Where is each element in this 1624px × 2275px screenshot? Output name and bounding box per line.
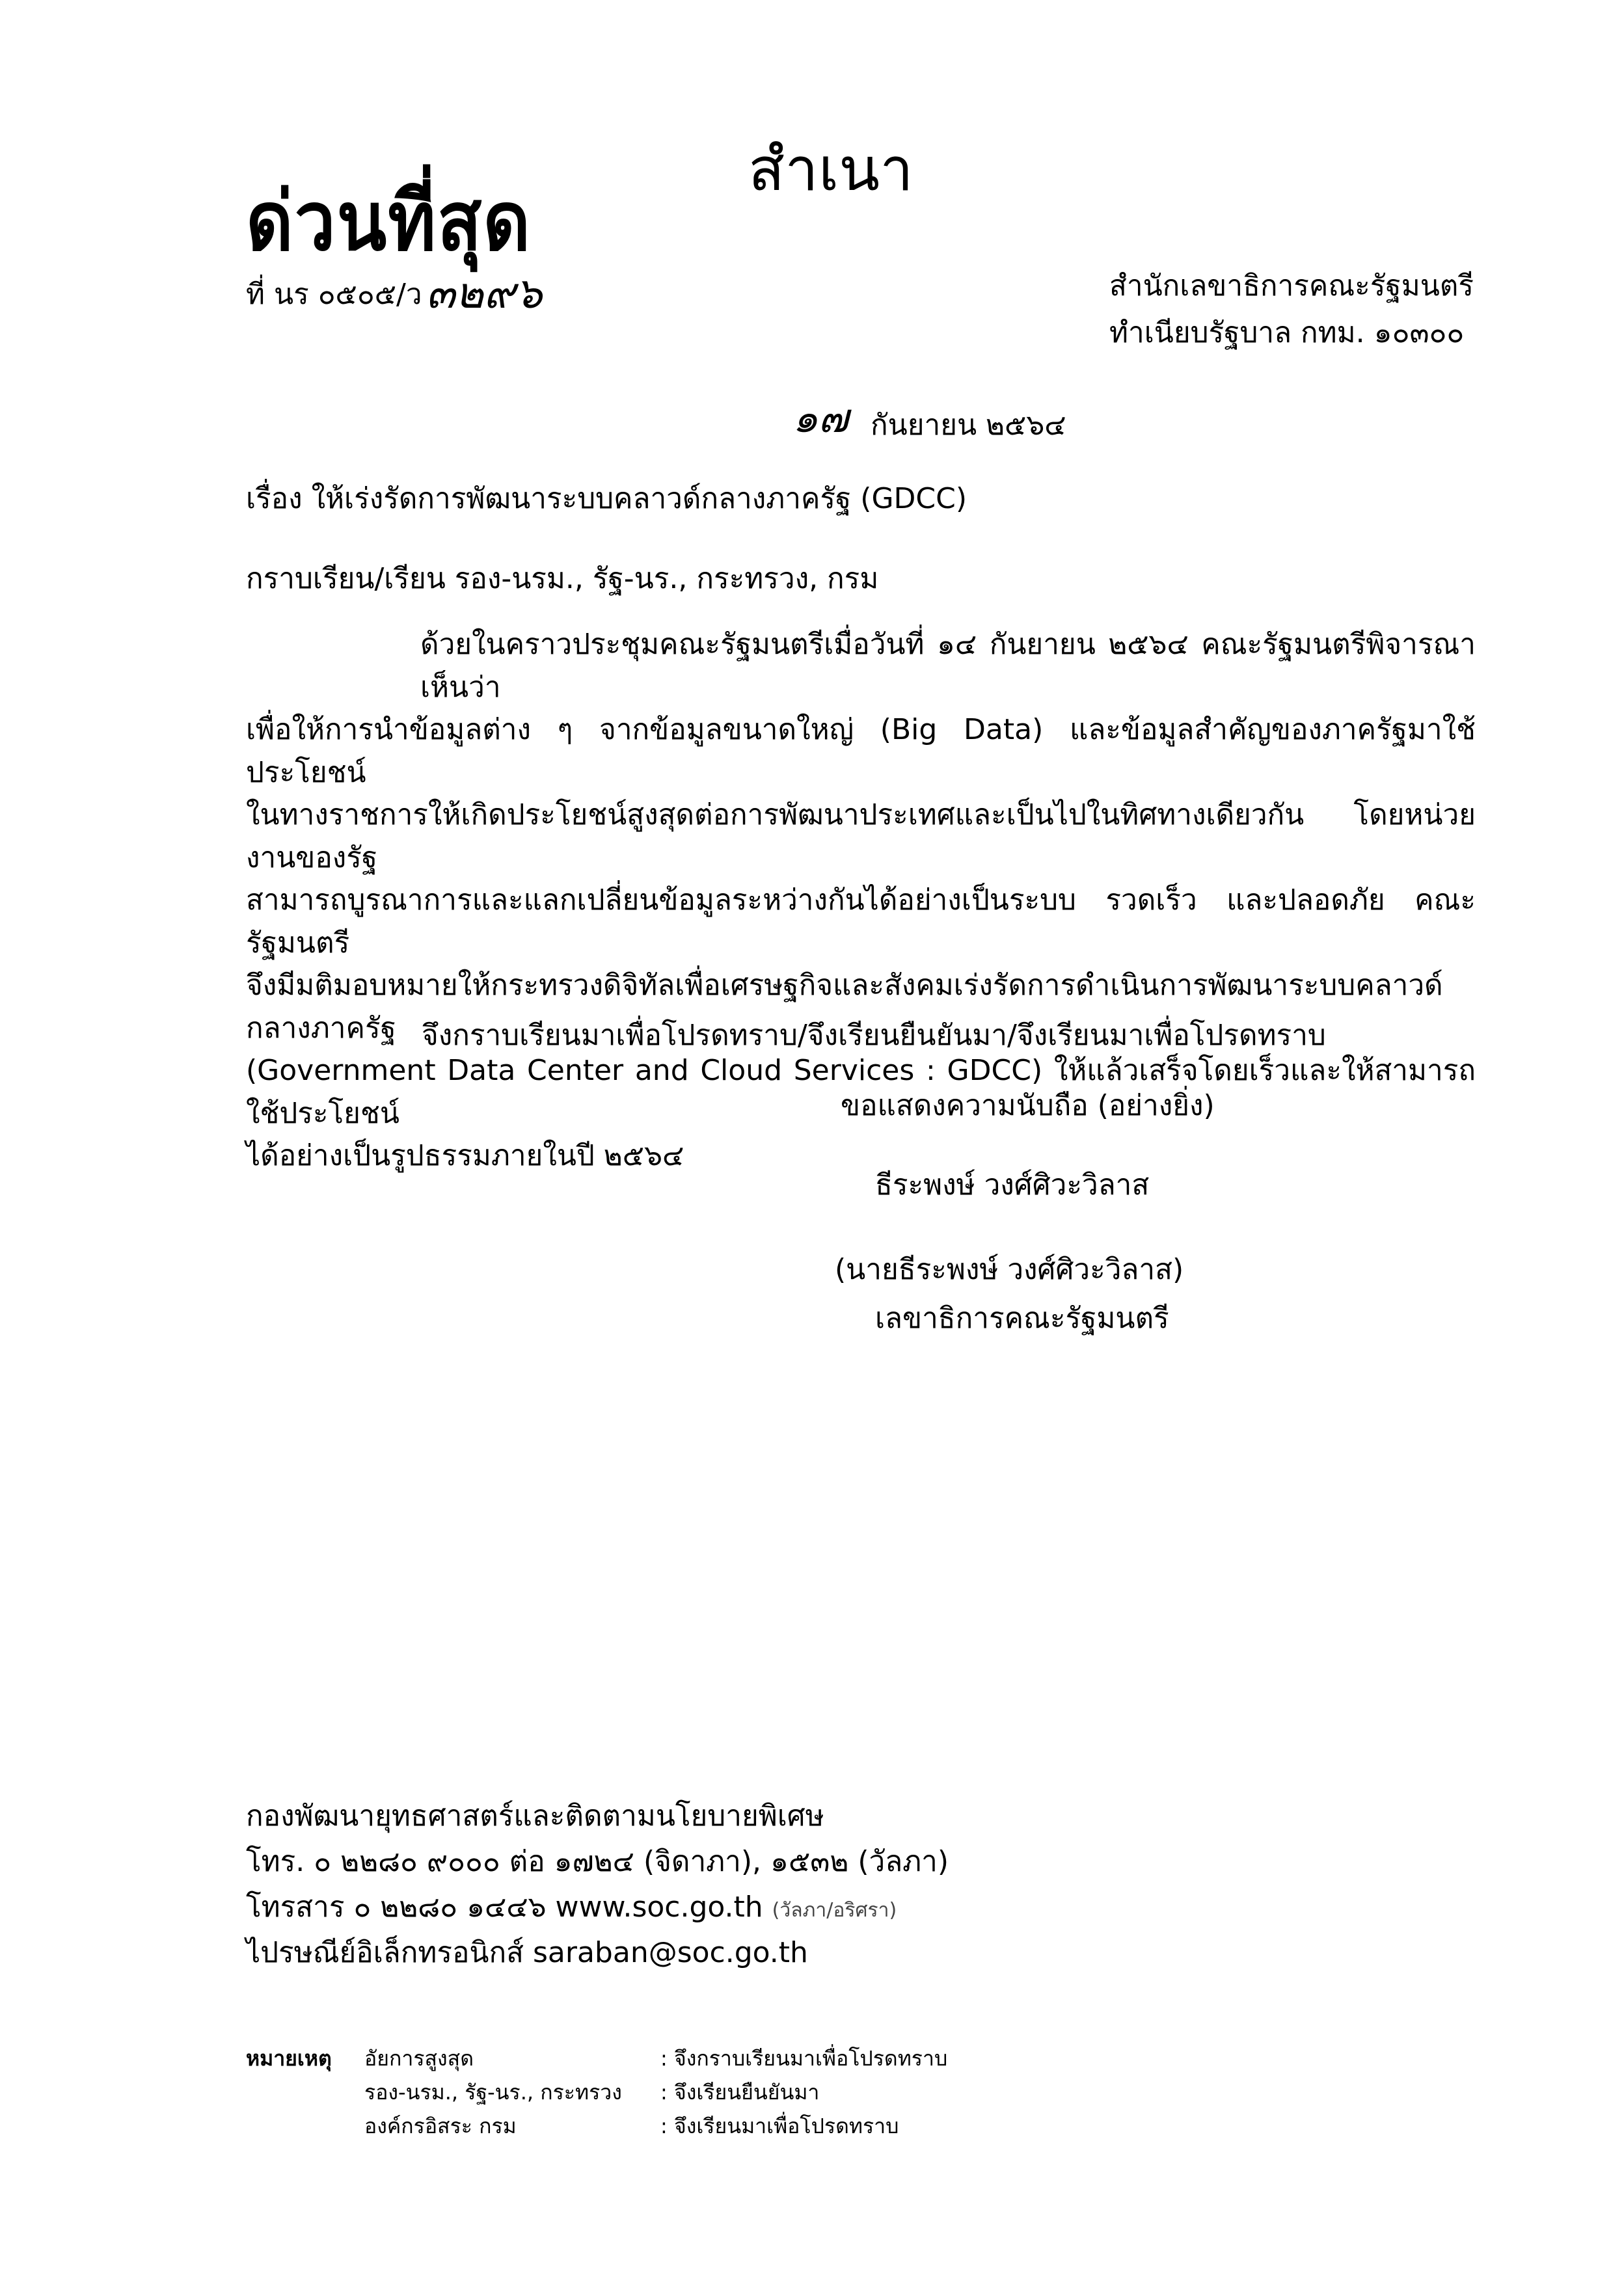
document-date [792, 394, 1066, 442]
note-instruction: : จึงกราบเรียนมาเพื่อโปรดทราบ [660, 2046, 948, 2071]
office-address-line1: สำนักเลขาธิการคณะรัฐมนตรี [1109, 269, 1474, 303]
footer-department: กองพัฒนายุทธศาสตร์และติดตามนโยบายพิเศษ [246, 1799, 824, 1833]
date-day-handwritten: ๑๗ [792, 394, 848, 442]
body-line: ได้อย่างเป็นรูปธรรมภายในปี ๒๕๖๔ [246, 1139, 684, 1172]
signature-salutation: ขอแสดงความนับถือ (อย่างยิ่ง) [841, 1089, 1215, 1122]
body-line: สามารถบูรณาการและแลกเปลี่ยนข้อมูลระหว่างกันได้อย่างเป็นระบบ รวดเร็ว และปลอดภัย คณะรัฐมนตรี [246, 883, 1476, 960]
note-instruction: : จึงเรียนยืนยันมา [660, 2080, 820, 2105]
body-line: จึงมีมติมอบหมายให้กระทรวงดิจิทัลเพื่อเศรษฐกิจและสังคมเร่งรัดการดำเนินการพัฒนาระบบคลาวด์กลางภาครัฐ [246, 969, 1443, 1045]
urgency-stamp: ด่วนที่สุด [246, 174, 532, 269]
document-number-prefix: ที่ นร ๐๕๐๕/ว [246, 278, 422, 311]
copy-label: สำเนา [748, 135, 914, 204]
subject-line: เรื่อง ให้เร่งรัดการพัฒนาระบบคลาวด์กลางภาครัฐ (GDCC) [246, 482, 968, 515]
note-instruction: : จึงเรียนมาเพื่อโปรดทราบ [660, 2114, 899, 2138]
note-recipient: รอง-นรม., รัฐ-นร., กระทรวง [364, 2080, 622, 2105]
footer-email: ไปรษณีย์อิเล็กทรอนิกส์ saraban@soc.go.th [246, 1936, 808, 1969]
recipient-line: กราบเรียน/เรียน รอง-นรม., รัฐ-นร., กระทรวง, กรม [246, 562, 879, 595]
body-line: เพื่อให้การนำข้อมูลต่าง ๆ จากข้อมูลขนาดใหญ่ (Big Data) และข้อมูลสำคัญของภาครัฐมาใช้ประโยชน์ [246, 713, 1476, 789]
footer-fax-note: (วัลภา/อริศรา) [772, 1899, 897, 1922]
note-recipient: อัยการสูงสุด [364, 2046, 474, 2071]
document-number [246, 268, 543, 318]
note-label: หมายเหตุ [246, 2046, 332, 2071]
body-line: ด้วยในคราวประชุมคณะรัฐมนตรีเมื่อวันที่ ๑๔ กันยายน ๒๕๖๔ คณะรัฐมนตรีพิจารณาเห็นว่า [420, 628, 1476, 704]
document-number-handwritten: ๓๒๙๖ [426, 268, 543, 318]
footer-fax-number: โทรสาร ๐ ๒๒๘๐ ๑๔๔๖ www.soc.go.th [246, 1891, 763, 1924]
signature-signed-name: ธีระพงษ์ วงศ์ศิวะวิลาส [875, 1168, 1150, 1202]
note-recipient: องค์กรอิสระ กรม [364, 2114, 517, 2138]
signature-position: เลขาธิการคณะรัฐมนตรี [875, 1302, 1169, 1335]
date-month-year: กันยายน ๒๕๖๔ [870, 409, 1066, 442]
office-address-line2: ทำเนียบรัฐบาล กทม. ๑๐๓๐๐ [1109, 316, 1465, 349]
footer-phone: โทร. ๐ ๒๒๘๐ ๙๐๐๐ ต่อ ๑๗๒๔ (จิดาภา), ๑๕๓๒ (วัลภา) [246, 1845, 949, 1878]
footer-fax [246, 1893, 897, 1922]
signature-full-name: (นายธีระพงษ์ วงศ์ศิวะวิลาส) [835, 1253, 1184, 1286]
body-line: (Government Data Center and Cloud Services : GDCC) ให้แล้วเสร็จโดยเร็วและให้สามารถใช้ประโยชน์ [246, 1054, 1476, 1130]
body-line: ในทางราชการให้เกิดประโยชน์สูงสุดต่อการพัฒนาประเทศและเป็นไปในทิศทางเดียวกัน โดยหน่วยงานของรัฐ [246, 798, 1476, 874]
closing-line: จึงกราบเรียนมาเพื่อโปรดทราบ/จึงเรียนยืนยันมา/จึงเรียนมาเพื่อโปรดทราบ [422, 1019, 1326, 1052]
